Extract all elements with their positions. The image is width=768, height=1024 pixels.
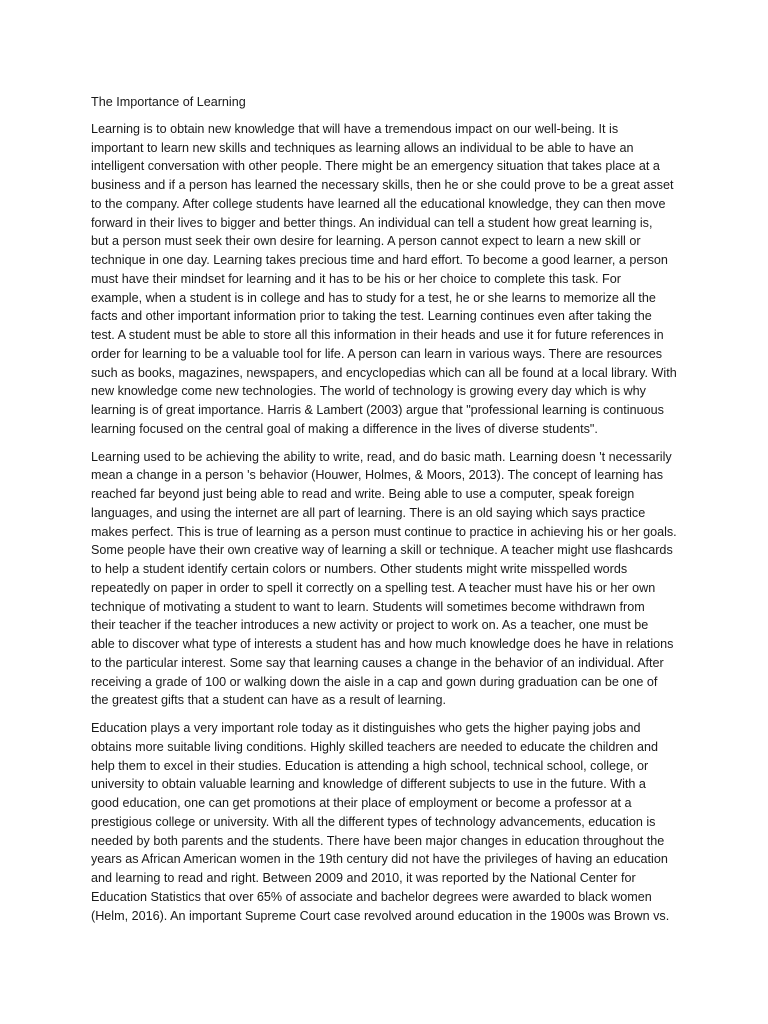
paragraph-line: receiving a grade of 100 or walking down the aisle in a cap and gown during graduation can be one of: [91, 674, 658, 689]
paragraph-line: learning focused on the central goal of making a difference in the lives of diverse students".: [91, 421, 598, 436]
paragraph-line: to the particular interest. Some say that learning causes a change in the behavior of an individual. After: [91, 655, 664, 670]
paragraph-line: and learning to read and right. Between 2009 and 2010, it was reported by the National Center for: [91, 871, 636, 885]
paragraph-line: technique in one day. Learning takes precious time and hard effort. To become a good learner, a person: [91, 253, 668, 267]
paragraph-line: Education Statistics that over 65% of associate and bachelor degrees were awarded to black women: [91, 889, 652, 904]
paragraph-line: repeatedly on paper in order to spell it correctly on a spelling test. A teacher must have his or her own: [91, 580, 656, 595]
paragraph-line: university to obtain valuable learning and knowledge of different subjects to use in the future. With a: [91, 777, 646, 792]
paragraph-container: [91, 120, 677, 926]
paragraph-line: intelligent conversation with other people. There might be an emergency situation that takes place at a: [91, 159, 660, 174]
body-paragraph: [91, 719, 677, 925]
paragraph-line: order for learning to be a valuable tool for life. A person can learn in various ways. There are resources: [91, 346, 662, 361]
paragraph-line: makes perfect. This is true of learning as a person must continue to practice in achieving his or her goals.: [91, 524, 677, 539]
paragraph-line: forward in their lives to bigger and better things. An individual can tell a student how great learning is,: [91, 215, 653, 230]
paragraph-line: important to learn new skills and techniques as learning allows an individual to be able to have an: [91, 140, 634, 155]
paragraph-line: languages, and using the internet are all part of learning. There is an old saying which says practice: [91, 505, 646, 520]
paragraph-line: must have their mindset for learning and it has to be his or her choice to complete this task. For: [91, 271, 621, 286]
paragraph-line: the greatest gifts that a student can have as a result of learning.: [91, 693, 446, 708]
paragraph-line: able to discover what type of interests a student has and how much knowledge does he have in relations: [91, 637, 674, 651]
paragraph-line: new knowledge come new technologies. The world of technology is growing every day which is why: [91, 384, 646, 399]
paragraph-line: help them to excel in their studies. Education is attending a high school, technical school, college, or: [91, 758, 649, 773]
paragraph-line: prestigious college or university. With all the different types of technology advancements, education is: [91, 814, 656, 829]
paragraph-line: test. A student must be able to store all this information in their heads and use it for future references in: [91, 328, 664, 342]
paragraph-line: facts and other important information prior to taking the test. Learning continues even after taking the: [91, 309, 652, 324]
document-body: [91, 93, 677, 934]
paragraph-line: years as African American women in the 19th century did not have the privileges of having an education: [91, 852, 668, 867]
paragraph-line: technique of motivating a student to want to learn. Students will sometimes become withdrawn from: [91, 599, 645, 614]
paragraph-line: but a person must seek their own desire for learning. A person cannot expect to learn a new skill or: [91, 234, 641, 249]
paragraph-line: learning is of great importance. Harris & Lambert (2003) argue that "professional learning is continuous: [91, 403, 664, 417]
paragraph-line: obtains more suitable living conditions. Highly skilled teachers are needed to educate the children and: [91, 739, 659, 754]
paragraph-line: Education plays a very important role today as it distinguishes who gets the higher paying jobs and: [91, 721, 641, 735]
paragraph-line: business and if a person has learned the necessary skills, then he or she could prove to be a great asset: [91, 178, 674, 192]
paragraph-line: Some people have their own creative way of learning a skill or technique. A teacher might use flashcards: [91, 543, 673, 558]
paragraph-line: reached far beyond just being able to read and write. Being able to use a computer, speak foreign: [91, 487, 635, 501]
document-title: The Importance of Learning: [91, 95, 246, 109]
paragraph-line: (Helm, 2016). An important Supreme Court case revolved around education in the 1900s was Brown vs.: [91, 908, 670, 923]
paragraph-line: Learning is to obtain new knowledge that will have a tremendous impact on our well-being. It is: [91, 121, 619, 136]
paragraph-line: to help a student identify certain colors or numbers. Other students might write misspelled words: [91, 562, 628, 576]
paragraph-line: their teacher if the teacher introduces a new activity or project to work on. As a teacher, one must be: [91, 618, 649, 633]
paragraph-line: Learning used to be achieving the ability to write, read, and do basic math. Learning doesn 't necessarily: [91, 449, 672, 464]
body-paragraph: [91, 448, 677, 711]
paragraph-line: such as books, magazines, newspapers, and encyclopedias which can all be found at a local library. With: [91, 365, 677, 380]
body-paragraph: [91, 120, 677, 439]
paragraph-line: example, when a student is in college and has to study for a test, he or she learns to memorize all the: [91, 290, 656, 305]
paragraph-line: mean a change in a person 's behavior (Houwer, Holmes, & Moors, 2013). The concept of learning has: [91, 468, 664, 483]
paragraph-line: good education, one can get promotions at their place of employment or become a professor at a: [91, 796, 632, 810]
paragraph-line: needed by both parents and the students. There have been major changes in education throughout the: [91, 833, 665, 848]
paragraph-line: to the company. After college students have learned all the educational knowledge, they can then move: [91, 196, 666, 211]
